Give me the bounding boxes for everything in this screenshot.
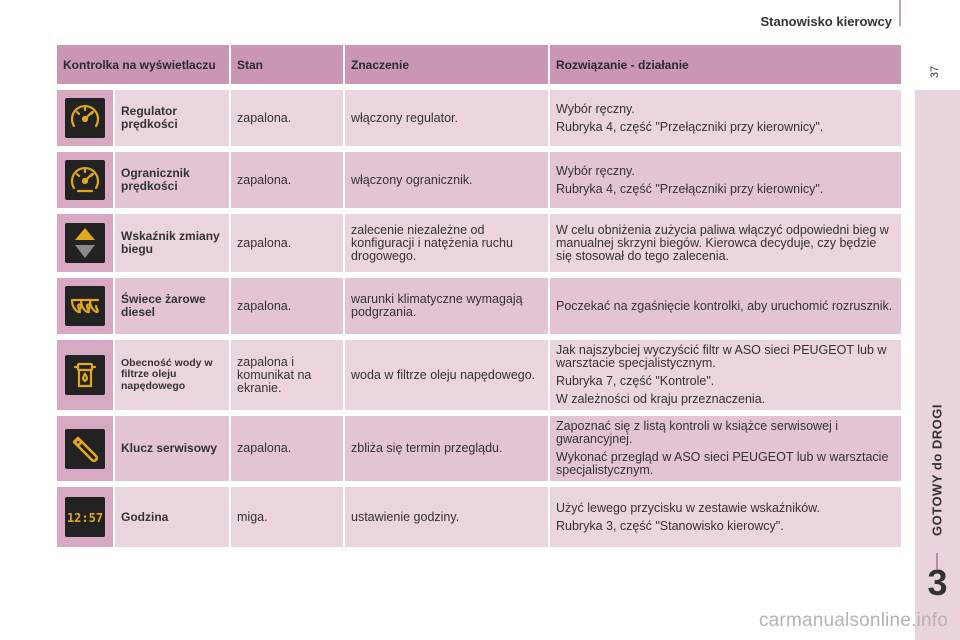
row-name: Obecność wody w filtrze oleju napędowego <box>115 334 231 410</box>
row-state: zapalona. <box>231 208 345 272</box>
row-icon-cell <box>57 84 115 146</box>
speed-limiter-icon <box>65 160 105 200</box>
row-meaning: woda w filtrze oleju napędowego. <box>345 334 550 410</box>
row-action <box>550 208 903 272</box>
table-row <box>57 272 903 334</box>
row-action <box>550 410 903 481</box>
row-meaning: zalecenie niezależne od konfiguracji i natężenia ruchu drogowego. <box>345 208 550 272</box>
row-action-line: Wykonać przegląd w ASO sieci PEUGEOT lub w warsztacie specjalistycznym. <box>556 450 889 477</box>
row-meaning: zbliża się termin przeglądu. <box>345 410 550 481</box>
row-action-line: W celu obniżenia zużycia paliwa włączyć odpowiedni bieg w manualnej skrzyni biegów. Kierowca decyduje, czy będzie się stosował do tego zalecenia. <box>556 222 889 263</box>
chapter-number: 3 <box>927 562 948 603</box>
row-action-line: Rubryka 3, część "Stanowisko kierowcy". <box>556 518 784 533</box>
row-action <box>550 334 903 410</box>
table-row <box>57 334 903 410</box>
header-divider <box>899 0 901 26</box>
row-meaning: włączony regulator. <box>345 84 550 146</box>
row-icon-cell <box>57 481 115 547</box>
row-action-line: Rubryka 4, część "Przełączniki przy kierownicy". <box>556 181 824 196</box>
row-icon-cell <box>57 334 115 410</box>
page-number: 37 <box>929 65 941 79</box>
table-header-row <box>57 45 903 84</box>
warning-lights-table <box>57 45 903 547</box>
row-action-line: Rubryka 4, część "Przełączniki przy kierownicy". <box>556 119 824 134</box>
row-action-line: Wybór ręczny. <box>556 163 635 178</box>
row-state: zapalona. <box>231 84 345 146</box>
row-action-line: Poczekać na zgaśnięcie kontrolki, aby uruchomić rozrusznik. <box>556 298 893 313</box>
row-action-line: Rubryka 7, część "Kontrole". <box>556 374 715 388</box>
row-name: Godzina <box>115 481 231 547</box>
header-indicator: Kontrolka na wyświetlaczu <box>57 45 231 84</box>
row-icon-cell <box>57 410 115 481</box>
table-row <box>57 410 903 481</box>
row-action-line: Wybór ręczny. <box>556 101 635 116</box>
chapter-label: GOTOWY do DROGI <box>929 404 945 536</box>
header-meaning: Znaczenie <box>345 45 550 84</box>
row-action-line: Zapoznać się z listą kontroli w książce serwisowej i gwarancyjnej. <box>556 419 839 446</box>
row-state: zapalona. <box>231 272 345 334</box>
row-name: Klucz serwisowy <box>115 410 231 481</box>
glow-plug-icon <box>65 286 105 326</box>
clock-display-icon <box>65 497 105 537</box>
service-wrench-icon <box>65 429 105 469</box>
row-action-line: Użyć lewego przycisku w zestawie wskaźników. <box>556 500 820 515</box>
row-action <box>550 84 903 146</box>
row-action <box>550 272 903 334</box>
row-meaning: włączony ogranicznik. <box>345 146 550 208</box>
table-row <box>57 481 903 547</box>
watermark: carmanualsonline.info <box>758 610 948 631</box>
row-meaning: ustawienie godziny. <box>345 481 550 547</box>
table-row <box>57 208 903 272</box>
row-state: zapalona. <box>231 146 345 208</box>
water-in-fuel-filter-icon <box>65 355 105 395</box>
table-row <box>57 146 903 208</box>
row-action-line: Jak najszybciej wyczyścić filtr w ASO sieci PEUGEOT lub w warsztacie specjalistycznym. <box>556 343 887 370</box>
row-name: Regulator prędkości <box>115 84 231 146</box>
clock-display-text: 12:57 <box>66 511 104 525</box>
row-action-line: W zależności od kraju przeznaczenia. <box>556 392 766 406</box>
row-action <box>550 146 903 208</box>
header-state: Stan <box>231 45 345 84</box>
table-row <box>57 84 903 146</box>
row-icon-cell <box>57 146 115 208</box>
page-header-title: Stanowisko kierowcy <box>760 14 892 29</box>
row-state: zapalona i komunikat na ekranie. <box>231 334 345 410</box>
row-state: miga. <box>231 481 345 547</box>
row-name: Ogranicznik prędkości <box>115 146 231 208</box>
row-icon-cell <box>57 208 115 272</box>
row-name: Świece żarowe diesel <box>115 272 231 334</box>
row-meaning: warunki klimatyczne wymagają podgrzania. <box>345 272 550 334</box>
speed-regulator-icon <box>65 98 105 138</box>
header-action: Rozwiązanie - działanie <box>550 45 903 84</box>
row-icon-cell <box>57 272 115 334</box>
row-name: Wskaźnik zmiany biegu <box>115 208 231 272</box>
gear-shift-indicator-icon <box>65 223 105 263</box>
row-action <box>550 481 903 547</box>
row-state: zapalona. <box>231 410 345 481</box>
